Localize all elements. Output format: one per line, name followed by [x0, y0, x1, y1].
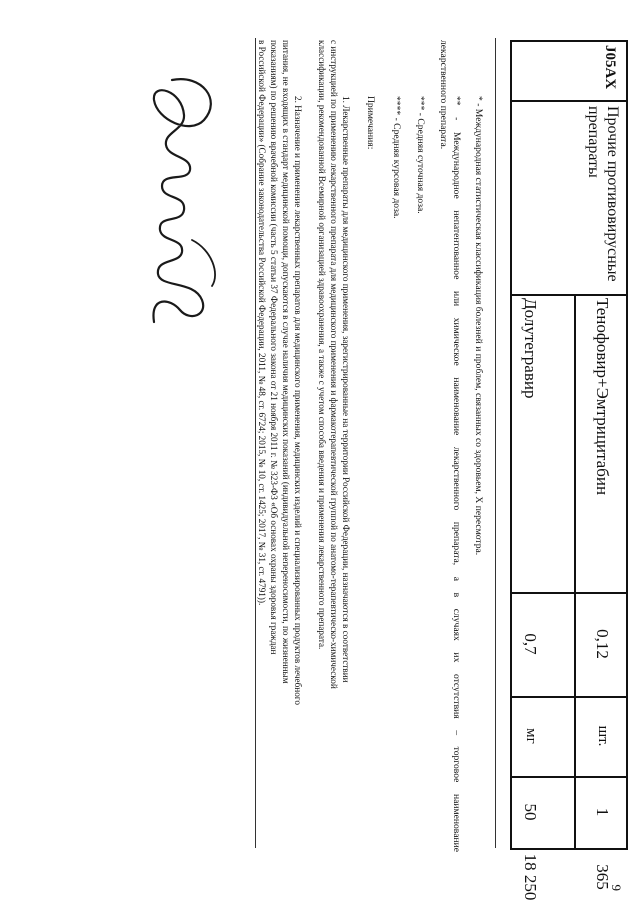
drug-group: Прочие противовирусные препараты [585, 106, 621, 282]
ddd-value: 0,12 [593, 629, 612, 659]
daily-dose: 1 [593, 807, 612, 817]
page-number: 9 [609, 884, 624, 891]
drug-name: Тенофовир+Эмтрицитабин [593, 298, 612, 496]
note-1-line: 1. Лекарственные препараты для медицинского применения, зарегистрированные на территории Российской Федерации, назначаются в соответствии [341, 96, 351, 683]
signature [124, 60, 242, 360]
footnote-course: **** - Средняя курсовая доза. [391, 96, 402, 219]
course-dose: 18 250 [521, 853, 540, 901]
course-dose: 365 [593, 864, 612, 890]
notes-heading: Примечания: [365, 96, 376, 150]
note-2-line: в Российской Федерации» (Собрание законодательства Российской Федерации, 2011, № 48, ст. 6724; 2015, № 10, ст. 1425; 2017, № 31, ст. 4791)). [257, 40, 267, 606]
atc-code: J05AX [602, 45, 618, 90]
daily-dose: 50 [521, 803, 540, 821]
note-2-line: 2. Назначение и применение лекарственных препаратов для медицинского применения, медицинских изделий и специализированных продуктов лечебного [293, 96, 303, 705]
drug-name: Долутегравир [521, 298, 540, 399]
footnote-inn-cont: лекарственного препарата. [438, 40, 449, 150]
footnote-inn: ** - Международное непатентованное или химическое наименование лекарственного препарата, а в случаях их отсутствия – торговое наименование [451, 96, 462, 852]
footnote-icd: * - Международная статистическая классификация болезней и проблем, связанных со здоровьем, X пересмотра. [473, 96, 484, 556]
unit: шт. [595, 725, 611, 747]
unit: мг [523, 728, 539, 744]
note-1-line: классификации, рекомендованной Всемирной организацией здравоохранения, а также с учетом способа введения и применения лекарственного препарата. [317, 40, 327, 650]
note-1-line: с инструкцией по применению лекарственного препарата для медицинского применения и фармакотерапевтической группой по анатомо-терапевтическо-химической [329, 40, 339, 689]
note-2-line: показаниям) по решению врачебной комиссии (часть 5 статьи 37 Федерального закона от 21 ноября 2011 г. № 323-ФЗ «Об основах охраны здоровья граждан [269, 40, 279, 655]
footnote-daily: *** - Средняя суточная доза. [415, 96, 426, 214]
note-2-line: питания, не входящих в стандарт медицинской помощи, допускаются в случае наличия медицинских показаний (индивидуальной непереносимости, по жизненным [281, 40, 291, 684]
ddd-value: 0,7 [521, 633, 540, 655]
